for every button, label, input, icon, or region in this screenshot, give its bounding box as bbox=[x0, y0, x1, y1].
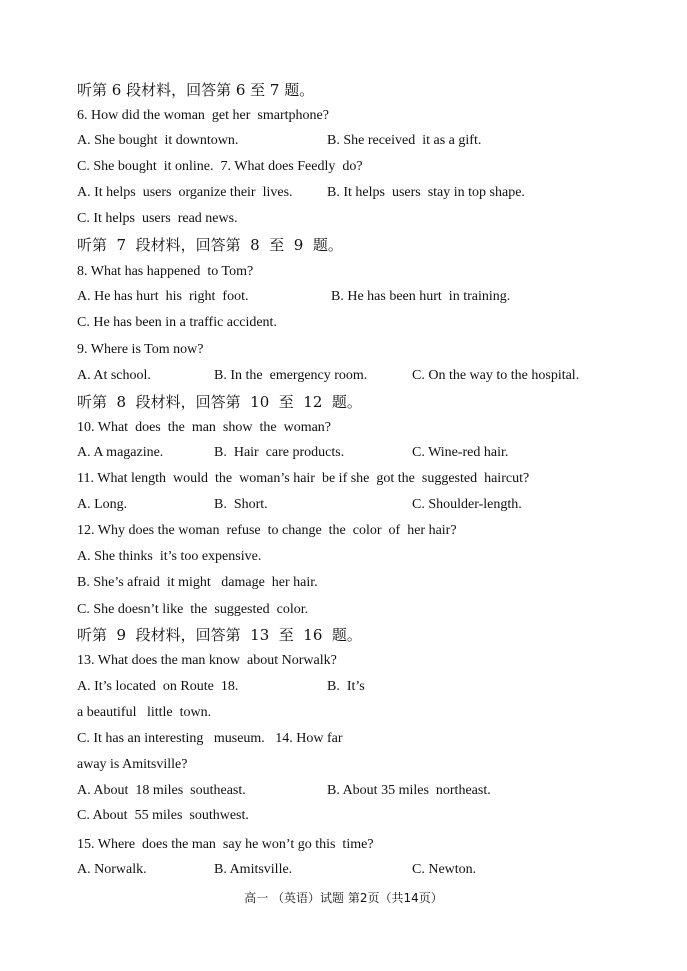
option-a: A. At school. bbox=[77, 368, 151, 383]
option-b: B. It helps users stay in top shape. bbox=[327, 185, 525, 200]
section-heading: 听第 6 段材料，回答第 6 至 7 题。 bbox=[77, 81, 315, 99]
option-c: C. Wine-red hair. bbox=[412, 445, 509, 460]
question-line: C. She doesn’t like the suggested color. bbox=[77, 602, 309, 617]
question-line: 10. What does the man show the woman? bbox=[77, 420, 332, 435]
section-heading: 听第 8 段材料，回答第 10 至 12 题。 bbox=[77, 393, 362, 411]
page-footer: 高一 （英语）试题 第2页（共14页） bbox=[244, 891, 443, 905]
question-line: C. About 55 miles southwest. bbox=[77, 808, 249, 823]
option-b: B. Hair care products. bbox=[214, 445, 345, 460]
option-b: B. Amitsville. bbox=[214, 862, 293, 877]
option-a: A. Norwalk. bbox=[77, 862, 147, 877]
question-line: 9. Where is Tom now? bbox=[77, 342, 204, 357]
option-c: C. Newton. bbox=[412, 862, 477, 877]
question-line: 11. What length would the woman’s hair be if she got the suggested haircut? bbox=[77, 471, 530, 486]
option-b: B. It’s bbox=[327, 679, 365, 694]
option-a: A. Long. bbox=[77, 497, 128, 512]
option-c: C. Shoulder-length. bbox=[412, 497, 522, 512]
question-line: C. He has been in a traffic accident. bbox=[77, 315, 277, 330]
option-a: A. She bought it downtown. bbox=[77, 133, 239, 148]
option-b: B. In the emergency room. bbox=[214, 368, 368, 383]
question-line: away is Amitsville? bbox=[77, 757, 188, 772]
option-a: A. A magazine. bbox=[77, 445, 164, 460]
option-a: A. About 18 miles southeast. bbox=[77, 783, 246, 798]
question-line: 13. What does the man know about Norwalk? bbox=[77, 653, 337, 668]
option-a: A. It’s located on Route 18. bbox=[77, 679, 239, 694]
option-c: C. On the way to the hospital. bbox=[412, 368, 580, 383]
question-line: C. It helps users read news. bbox=[77, 211, 238, 226]
option-b: B. Short. bbox=[214, 497, 268, 512]
question-line: 15. Where does the man say he won’t go this time? bbox=[77, 837, 374, 852]
question-line: 6. How did the woman get her smartphone? bbox=[77, 108, 329, 123]
option-a: A. It helps users organize their lives. bbox=[77, 185, 293, 200]
option-a: A. He has hurt his right foot. bbox=[77, 289, 249, 304]
question-line: C. She bought it online. 7. What does Feedly do? bbox=[77, 159, 363, 174]
question-line: B. She’s afraid it might damage her hair. bbox=[77, 575, 318, 590]
section-heading: 听第 9 段材料，回答第 13 至 16 题。 bbox=[77, 626, 362, 644]
question-line: 8. What has happened to Tom? bbox=[77, 264, 254, 279]
question-line: C. It has an interesting museum. 14. How far bbox=[77, 731, 343, 746]
option-b: B. About 35 miles northeast. bbox=[327, 783, 491, 798]
option-b: B. She received it as a gift. bbox=[327, 133, 482, 148]
option-b: B. He has been hurt in training. bbox=[331, 289, 511, 304]
question-line: a beautiful little town. bbox=[77, 705, 212, 720]
question-line: 12. Why does the woman refuse to change the color of her hair? bbox=[77, 523, 457, 538]
question-line: A. She thinks it’s too expensive. bbox=[77, 549, 262, 564]
section-heading: 听第 7 段材料，回答第 8 至 9 题。 bbox=[77, 236, 343, 254]
